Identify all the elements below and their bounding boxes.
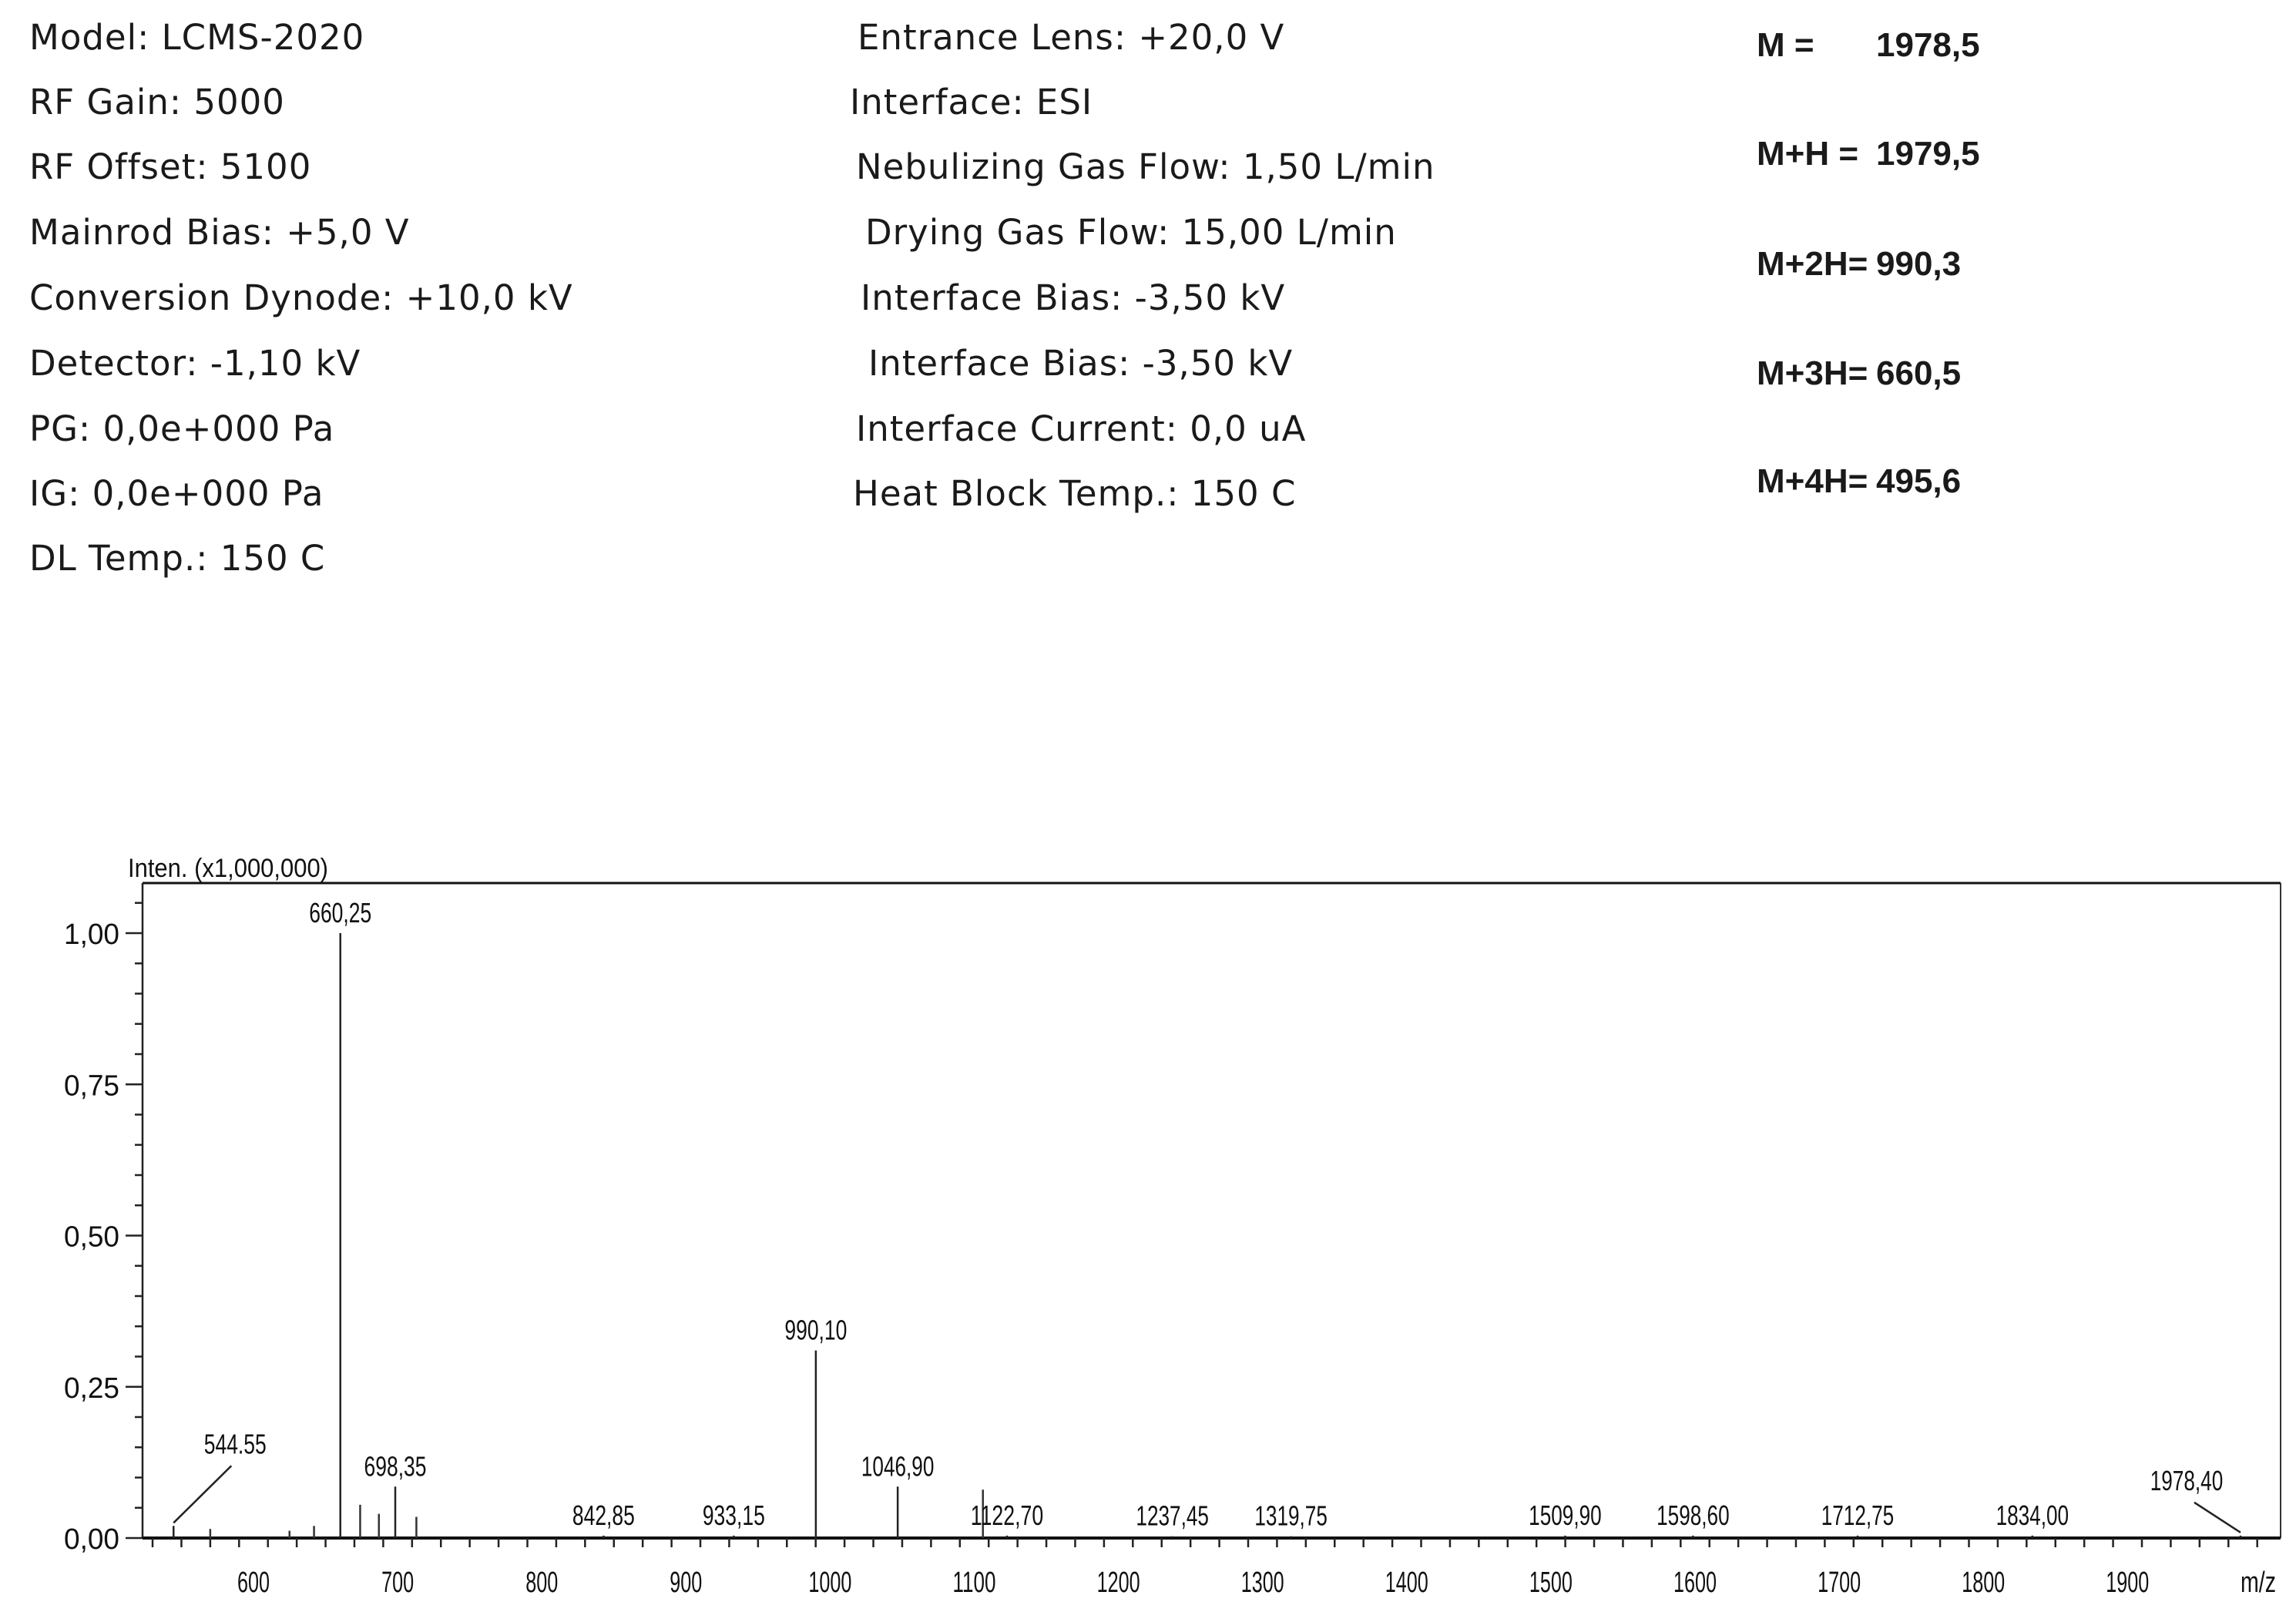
peak-label: 1598,60 [1657,1499,1730,1531]
parameter-line: Mainrod Bias: +5,0 V [29,212,410,253]
x-tick-label: 1700 [1818,1567,1861,1599]
y-tick-label: 0,00 [64,1523,119,1556]
parameter-line: Detector: -1,10 kV [29,343,361,384]
mass-value: 1978,5 [1876,26,1980,64]
x-tick-label: 1600 [1673,1567,1717,1599]
peak-label: 1122,70 [970,1499,1044,1531]
x-tick-label: 900 [670,1567,703,1599]
x-tick-label: 700 [381,1567,415,1599]
x-tick-label: 1000 [808,1567,852,1599]
parameter-line: RF Offset: 5100 [29,146,312,187]
peak-label: 1834,00 [1996,1499,2069,1531]
y-axis-label: Inten. (x1,000,000) [128,854,328,883]
mass-label: M+4H= [1757,462,1868,500]
parameter-line: DL Temp.: 150 C [29,538,326,579]
parameter-line: Entrance Lens: +20,0 V [858,17,1285,58]
x-tick-label: 600 [237,1567,270,1599]
mass-value: 495,6 [1876,462,1962,500]
peak-label: 1978,40 [2150,1464,2224,1496]
peak-label: 1509,90 [1529,1499,1602,1531]
peak-label: 544.55 [203,1428,267,1460]
parameter-line: Interface Bias: -3,50 kV [861,277,1286,318]
peak-label: 1046,90 [861,1450,935,1483]
x-axis-label: m/z [2241,1567,2276,1599]
x-tick-label: 1300 [1240,1567,1284,1599]
parameter-line: RF Gain: 5000 [29,82,285,123]
x-tick-label: 800 [525,1567,559,1599]
x-tick-label: 1800 [1962,1567,2006,1599]
mass-value: 1979,5 [1876,135,1980,173]
x-axis [153,1538,2257,1599]
mass-label: M+3H= [1757,354,1868,392]
peaks [173,897,2241,1538]
parameter-line: Model: LCMS-2020 [29,17,365,58]
y-axis [64,903,143,1556]
parameter-line: Interface Current: 0,0 uA [856,408,1307,449]
plot-frame [143,883,2281,1538]
x-tick-label: 1500 [1529,1567,1573,1599]
peak-label: 933,15 [702,1499,765,1531]
peak-label: 660,25 [309,897,372,929]
y-tick-label: 0,25 [64,1372,119,1405]
parameter-line: Nebulizing Gas Flow: 1,50 L/min [856,146,1435,187]
mass-value: 660,5 [1876,354,1962,392]
peak-label: 990,10 [784,1314,848,1346]
x-tick-label: 1100 [952,1567,996,1599]
parameter-line: PG: 0,0e+000 Pa [29,408,335,449]
x-tick-label: 1200 [1096,1567,1140,1599]
y-tick-label: 0,50 [64,1221,119,1254]
peak-label: 842,85 [572,1499,635,1531]
mass-label: M+2H= [1757,245,1868,283]
parameter-line: Interface Bias: -3,50 kV [868,343,1294,384]
parameter-line: Interface: ESI [850,82,1093,123]
parameter-line: Drying Gas Flow: 15,00 L/min [865,212,1397,253]
mass-label: M+H = [1757,135,1859,173]
y-tick-label: 1,00 [64,919,119,951]
parameter-line: IG: 0,0e+000 Pa [29,473,324,514]
x-tick-label: 1400 [1385,1567,1428,1599]
peak-label: 1712,75 [1821,1499,1895,1531]
peak-label: 1319,75 [1254,1499,1328,1532]
peak-label: 1237,45 [1136,1499,1209,1532]
parameter-line: Conversion Dynode: +10,0 kV [29,277,573,318]
y-tick-label: 0,75 [64,1070,119,1103]
mass-label: M = [1757,26,1814,64]
parameter-line: Heat Block Temp.: 150 C [853,473,1297,514]
peak-label: 698,35 [364,1450,427,1483]
mass-value: 990,3 [1876,245,1962,283]
x-tick-label: 1900 [2106,1567,2150,1599]
